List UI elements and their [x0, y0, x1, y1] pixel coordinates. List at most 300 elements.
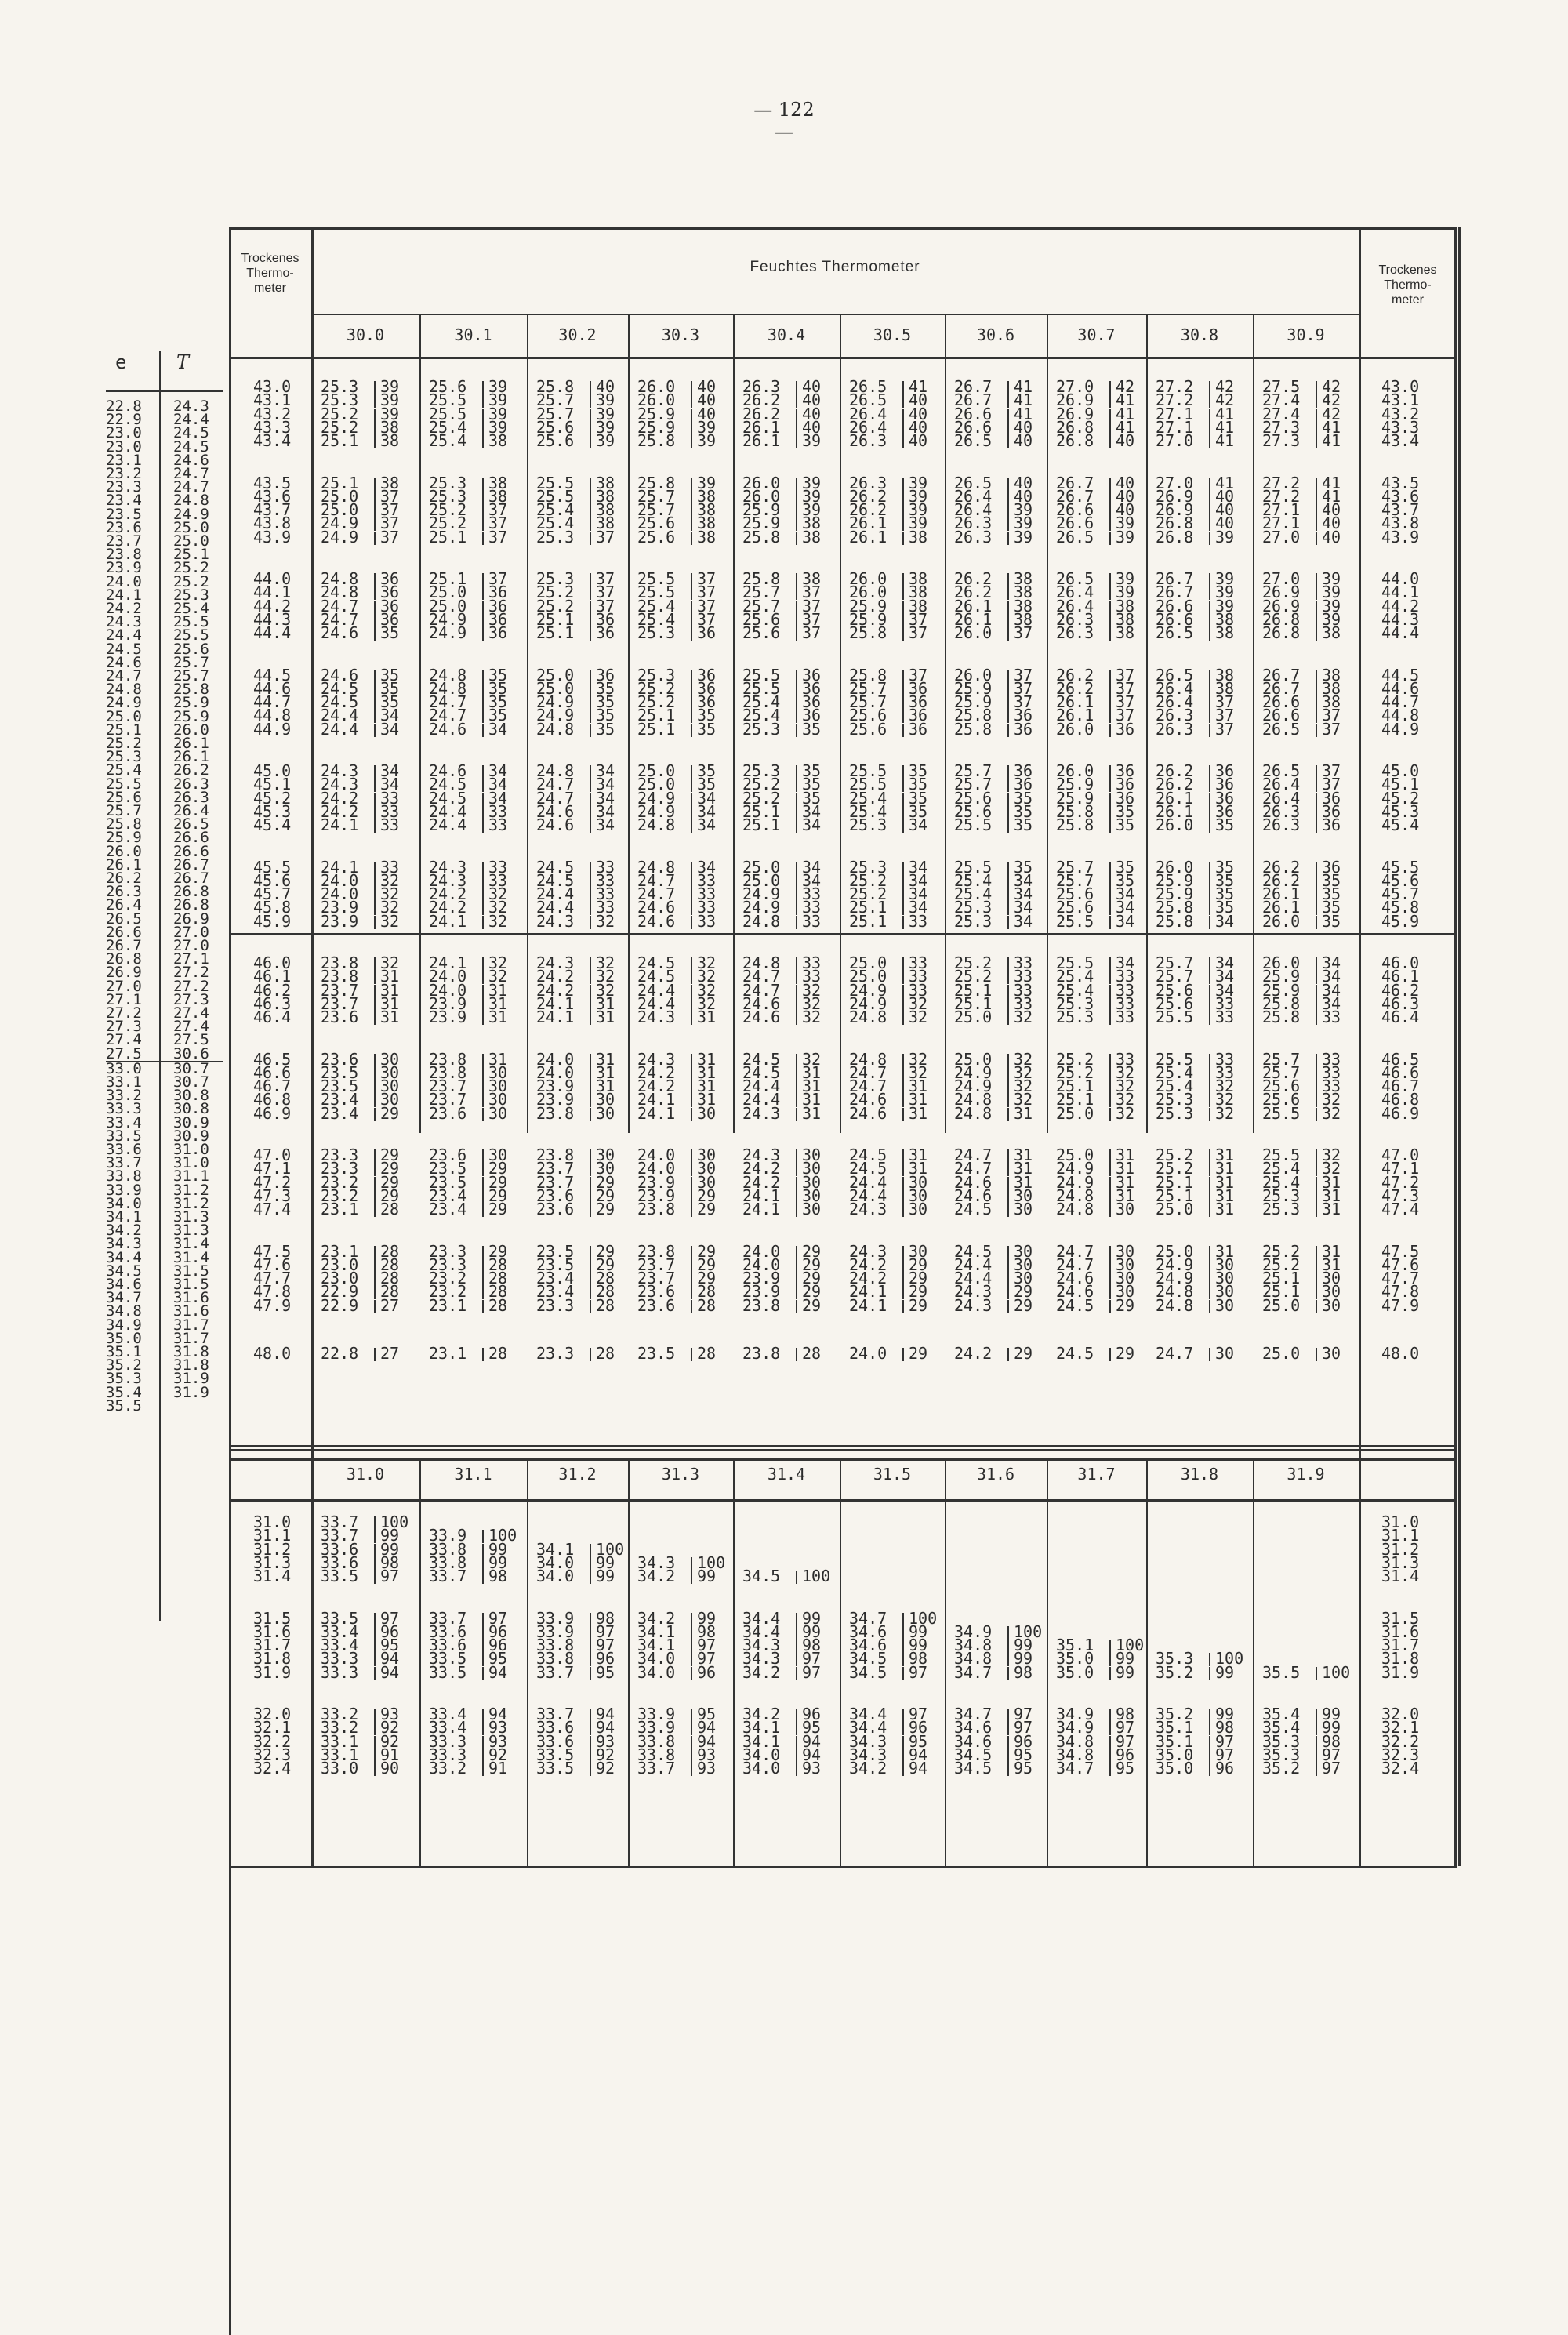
side-e-value: 35.0 [106, 1329, 142, 1347]
wet-bulb-temp: 35.2 [1156, 1705, 1194, 1723]
humidity-value: 40 [802, 377, 822, 396]
humidity-value: 29 [596, 1241, 615, 1261]
wet-column-header-lower: 31.0 [346, 1465, 385, 1483]
humidity-value: 40 [697, 404, 717, 423]
dry-temp-right-lower: 31.3 [1381, 1552, 1420, 1572]
table-cell [849, 815, 935, 835]
wet-bulb-temp: 24.7 [1056, 1255, 1094, 1274]
humidity-value: 30 [802, 1159, 822, 1178]
wet-bulb-temp: 27.1 [1156, 404, 1194, 423]
value-separator [1316, 916, 1317, 929]
humidity-value: 31 [488, 1049, 508, 1069]
value-separator [1007, 627, 1009, 641]
dry-temp-left-lower: 31.2 [253, 1539, 292, 1559]
value-separator [1316, 1667, 1317, 1680]
table-cell [742, 623, 829, 643]
humidity-value: 30 [488, 1090, 508, 1109]
humidity-value: 36 [380, 596, 400, 616]
humidity-value: 30 [909, 1200, 928, 1219]
dry-temp-right: 45.5 [1381, 857, 1420, 877]
humidity-value: 93 [802, 1759, 822, 1778]
wet-bulb-temp: 34.2 [637, 1608, 676, 1628]
humidity-value: 33 [488, 801, 508, 821]
wet-bulb-temp: 25.8 [742, 569, 781, 588]
wet-bulb-temp: 25.5 [742, 678, 781, 698]
side-tau-value: 27.3 [173, 990, 209, 1008]
wet-bulb-temp: 33.7 [429, 1608, 467, 1628]
humidity-value: 29 [802, 1241, 822, 1261]
humidity-value: 33 [380, 801, 400, 821]
humidity-value: 37 [1116, 692, 1135, 712]
wet-bulb-temp: 25.5 [849, 761, 887, 780]
wet-bulb-temp: 25.1 [429, 569, 467, 588]
humidity-value: 96 [596, 1649, 615, 1669]
side-tau-value: 26.1 [173, 735, 209, 752]
wet-bulb-temp: 25.5 [1056, 911, 1094, 931]
wet-bulb-temp: 33.7 [536, 1705, 575, 1723]
table-cell-lower [637, 1761, 724, 1776]
humidity-value: 30 [697, 1146, 717, 1164]
humidity-value: 94 [909, 1745, 928, 1764]
humidity-value: 40 [1215, 500, 1235, 520]
side-e-value: 33.5 [106, 1127, 142, 1145]
wet-bulb-temp: 25.0 [321, 486, 359, 506]
humidity-value: 31 [596, 1077, 615, 1096]
wet-bulb-temp: 25.2 [429, 514, 467, 533]
humidity-value: 32 [909, 993, 928, 1013]
wet-bulb-temp: 24.9 [536, 706, 575, 725]
humidity-value: 33 [1215, 1049, 1235, 1069]
wet-bulb-temp: 25.1 [849, 911, 887, 931]
humidity-value: 36 [1215, 801, 1235, 821]
humidity-value: 29 [1014, 1344, 1033, 1363]
humidity-value: 29 [802, 1282, 822, 1302]
dry-temp-left-lower: 32.4 [253, 1759, 292, 1778]
humidity-value: 28 [802, 1344, 822, 1363]
humidity-value: 34 [1322, 980, 1341, 1000]
dry-temp-left-lower: 31.3 [253, 1552, 292, 1572]
wet-bulb-temp: 23.9 [637, 1186, 676, 1205]
value-separator [902, 724, 904, 737]
wet-bulb-temp: 26.2 [742, 390, 781, 410]
wet-bulb-temp: 22.9 [321, 1282, 359, 1302]
humidity-value: 39 [1014, 527, 1033, 547]
table-cell [742, 815, 829, 835]
humidity-value: 32 [802, 993, 822, 1013]
wet-bulb-temp: 35.0 [1056, 1649, 1094, 1669]
dry-temp-right: 43.8 [1381, 514, 1420, 533]
humidity-value: 93 [488, 1731, 508, 1751]
wet-bulb-temp: 24.8 [536, 719, 575, 739]
table-cell-lower [536, 1569, 622, 1584]
dry-temp-right-lower: 31.7 [1381, 1636, 1420, 1655]
humidity-value: 34 [596, 815, 615, 835]
table-cell [1156, 527, 1242, 547]
table-cell-lower [1056, 1761, 1142, 1776]
wet-bulb-temp: 34.1 [742, 1718, 781, 1738]
wet-bulb-temp: 24.9 [1156, 1255, 1194, 1274]
wet-bulb-temp: 26.6 [954, 404, 993, 423]
wet-bulb-temp: 24.0 [321, 884, 359, 904]
humidity-value: 31 [596, 1062, 615, 1082]
side-header-tau: T [176, 351, 190, 373]
humidity-value: 30 [596, 1103, 615, 1123]
side-tau-value: 25.0 [173, 532, 209, 550]
wet-bulb-temp: 25.5 [1262, 1146, 1301, 1164]
wet-bulb-temp: 34.4 [849, 1705, 887, 1723]
wet-bulb-temp: 34.0 [637, 1662, 676, 1682]
humidity-value: 29 [909, 1269, 928, 1288]
side-tau-value: 30.6 [173, 1044, 209, 1062]
wet-bulb-temp: 26.2 [849, 500, 887, 520]
wet-bulb-temp: 26.7 [1262, 678, 1301, 698]
humidity-value: 31 [802, 1077, 822, 1096]
humidity-value: 38 [380, 431, 400, 451]
humidity-value: 34 [909, 857, 928, 877]
value-separator [691, 724, 692, 737]
humidity-value: 38 [802, 569, 822, 588]
wet-bulb-temp: 27.3 [1262, 417, 1301, 437]
humidity-value: 41 [1215, 431, 1235, 451]
humidity-value: 97 [1215, 1731, 1235, 1751]
value-separator [1209, 1667, 1210, 1680]
dry-temp-left: 47.9 [253, 1295, 292, 1315]
dry-temp-right: 44.8 [1381, 706, 1420, 725]
table-cell [321, 1346, 407, 1361]
side-tau-value: 25.1 [173, 546, 209, 564]
dry-temp-left: 43.6 [253, 486, 292, 506]
wet-bulb-temp: 26.0 [742, 473, 781, 492]
table-cell [954, 1202, 1040, 1217]
value-separator [796, 1300, 797, 1313]
table-cell [1056, 1346, 1142, 1361]
wet-bulb-temp: 34.4 [742, 1621, 781, 1641]
wet-bulb-temp: 25.6 [1056, 898, 1094, 917]
humidity-value: 31 [380, 993, 400, 1013]
value-separator [1007, 1204, 1009, 1217]
humidity-value: 27 [380, 1344, 400, 1363]
dry-temp-right-lower: 32.3 [1381, 1745, 1420, 1764]
wet-bulb-temp: 24.6 [954, 1172, 993, 1192]
wet-bulb-temp: 25.6 [637, 514, 676, 533]
humidity-value: 35 [596, 692, 615, 712]
wet-bulb-temp: 34.0 [536, 1552, 575, 1572]
table-cell [954, 1103, 1040, 1123]
wet-bulb-temp: 24.5 [954, 1200, 993, 1219]
dry-temp-right-lower: 31.2 [1381, 1539, 1420, 1559]
dry-temp-left: 43.1 [253, 390, 292, 410]
humidity-value: 28 [596, 1295, 615, 1315]
wet-bulb-temp: 25.3 [536, 569, 575, 588]
wet-bulb-temp: 23.1 [321, 1200, 359, 1219]
value-separator [1209, 627, 1210, 641]
wet-bulb-temp: 33.6 [536, 1718, 575, 1738]
dry-temp-right: 47.7 [1381, 1269, 1420, 1288]
wet-bulb-temp: 24.8 [1156, 1282, 1194, 1302]
dry-temp-left: 47.1 [253, 1159, 292, 1178]
wet-bulb-temp: 25.4 [954, 884, 993, 904]
table-right-shadow-full [1458, 227, 1461, 1866]
humidity-value: 99 [380, 1539, 400, 1559]
side-tau-value: 31.9 [173, 1383, 209, 1401]
side-column-rule [159, 351, 161, 1621]
wet-bulb-temp: 24.3 [637, 1049, 676, 1069]
humidity-value: 36 [596, 623, 615, 643]
dry-temp-right: 43.5 [1381, 473, 1420, 492]
wet-bulb-temp: 26.0 [1262, 911, 1301, 931]
humidity-value: 92 [596, 1759, 615, 1778]
humidity-value: 32 [1322, 1103, 1341, 1123]
dry-temp-left-lower: 31.9 [253, 1662, 292, 1682]
humidity-value: 30 [909, 1172, 928, 1192]
wet-bulb-temp: 26.3 [1156, 706, 1194, 725]
wet-bulb-temp: 24.4 [429, 815, 467, 835]
humidity-value: 38 [909, 583, 928, 602]
header-bottom-rule [229, 357, 1457, 359]
humidity-value: 31 [380, 1008, 400, 1027]
humidity-value: 36 [488, 609, 508, 629]
humidity-value: 29 [909, 1344, 928, 1363]
humidity-value: 40 [1322, 527, 1341, 547]
humidity-value: 93 [488, 1718, 508, 1738]
side-tau-value: 24.5 [173, 424, 209, 442]
value-separator [590, 1108, 591, 1121]
wet-bulb-temp: 24.5 [536, 857, 575, 877]
value-separator [590, 1348, 591, 1361]
dry-temp-left: 43.0 [253, 377, 292, 396]
wet-bulb-temp: 23.3 [429, 1241, 467, 1261]
dry-temp-right-lower: 31.9 [1381, 1662, 1420, 1682]
dry-temp-left-lower: 32.1 [253, 1718, 292, 1738]
wet-bulb-temp: 24.1 [742, 1186, 781, 1205]
value-separator [1316, 1011, 1317, 1025]
table-cell [321, 719, 407, 739]
table-cell [321, 815, 407, 835]
wet-bulb-temp: 25.3 [954, 898, 993, 917]
wet-bulb-temp: 25.9 [742, 500, 781, 520]
value-separator [374, 1108, 376, 1121]
table-cell [1262, 431, 1348, 451]
humidity-value: 37 [802, 596, 822, 616]
humidity-value: 39 [1116, 527, 1135, 547]
wet-bulb-temp: 25.5 [637, 583, 676, 602]
wet-bulb-temp: 25.1 [536, 609, 575, 629]
humidity-value: 36 [1116, 719, 1135, 739]
dry-temp-left: 45.3 [253, 801, 292, 821]
humidity-value: 42 [1322, 390, 1341, 410]
humidity-value: 32 [596, 953, 615, 972]
humidity-value: 36 [1014, 719, 1033, 739]
humidity-value: 91 [488, 1759, 508, 1778]
wet-bulb-temp: 25.6 [954, 801, 993, 821]
wet-bulb-temp: 24.6 [637, 898, 676, 917]
humidity-value: 38 [596, 486, 615, 506]
wet-bulb-temp: 26.2 [849, 486, 887, 506]
humidity-value: 97 [802, 1662, 822, 1682]
humidity-value: 34 [1215, 980, 1235, 1000]
humidity-value: 30 [1322, 1269, 1341, 1288]
wet-bulb-temp: 26.1 [742, 431, 781, 451]
humidity-value: 33 [488, 857, 508, 877]
humidity-value: 38 [1215, 665, 1235, 685]
dry-temp-right: 47.8 [1381, 1282, 1420, 1302]
humidity-value: 99 [1116, 1649, 1135, 1669]
wet-bulb-temp: 23.6 [536, 1186, 575, 1205]
wet-bulb-temp: 23.9 [321, 911, 359, 931]
wet-bulb-temp: 25.5 [429, 404, 467, 423]
humidity-value: 36 [1322, 857, 1341, 877]
value-separator [691, 1300, 692, 1313]
table-cell [742, 1010, 829, 1025]
humidity-value: 36 [1215, 788, 1235, 808]
humidity-value: 34 [488, 788, 508, 808]
wet-bulb-temp: 24.7 [742, 967, 781, 986]
side-tau-value: 31.7 [173, 1316, 209, 1334]
wet-bulb-temp: 25.5 [637, 569, 676, 588]
wet-bulb-temp: 24.2 [742, 1159, 781, 1178]
wet-bulb-temp: 26.8 [1156, 527, 1194, 547]
wet-bulb-temp: 24.5 [637, 953, 676, 972]
humidity-value: 32 [380, 884, 400, 904]
dry-temp-left: 47.8 [253, 1282, 292, 1302]
wet-bulb-temp: 26.5 [849, 390, 887, 410]
dry-temp-right: 46.7 [1381, 1077, 1420, 1096]
table-cell-lower [1156, 1662, 1242, 1682]
dry-temp-left: 45.6 [253, 870, 292, 890]
humidity-value: 33 [1322, 1008, 1341, 1027]
humidity-value: 99 [1322, 1705, 1341, 1723]
table-cell [429, 1010, 515, 1025]
wet-bulb-temp: 24.4 [321, 706, 359, 725]
humidity-value: 97 [697, 1649, 717, 1669]
humidity-value: 29 [488, 1186, 508, 1205]
humidity-value: 39 [488, 390, 508, 410]
wet-bulb-temp: 23.7 [536, 1172, 575, 1192]
value-separator [482, 435, 484, 448]
humidity-value: 40 [802, 390, 822, 410]
humidity-value: 33 [1322, 1062, 1341, 1082]
dry-temp-right: 47.9 [1381, 1295, 1420, 1315]
wet-bulb-temp: 23.7 [637, 1269, 676, 1288]
mid-rule-top-2 [229, 1458, 1457, 1461]
side-tau-value: 27.2 [173, 977, 209, 995]
table-cell-lower [849, 1761, 935, 1776]
wet-bulb-temp: 24.7 [429, 692, 467, 712]
wet-bulb-temp: 25.8 [954, 719, 993, 739]
humidity-value: 38 [488, 486, 508, 506]
wet-bulb-temp: 26.5 [1056, 569, 1094, 588]
wet-bulb-temp: 34.3 [742, 1649, 781, 1669]
humidity-value: 31 [697, 1077, 717, 1096]
wet-bulb-temp: 24.6 [742, 1008, 781, 1027]
humidity-value: 92 [380, 1731, 400, 1751]
wet-bulb-temp: 25.7 [1262, 1049, 1301, 1069]
wet-col-divider [1253, 314, 1254, 1133]
humidity-value: 32 [1322, 1146, 1341, 1164]
side-tau-value: 27.0 [173, 937, 209, 954]
wet-column-header: 30.7 [1077, 325, 1116, 344]
wet-col-divider-lower [1253, 1458, 1254, 1866]
humidity-value: 35 [1116, 870, 1135, 890]
wet-bulb-temp: 25.9 [637, 417, 676, 437]
humidity-value: 29 [802, 1255, 822, 1274]
humidity-value: 31 [909, 1090, 928, 1109]
humidity-value: 38 [380, 417, 400, 437]
humidity-value: 30 [697, 1159, 717, 1178]
value-separator [1109, 627, 1111, 641]
humidity-value: 30 [1014, 1255, 1033, 1274]
humidity-value: 30 [1014, 1269, 1033, 1288]
table-cell-lower [321, 1761, 407, 1776]
wet-bulb-temp: 24.8 [429, 678, 467, 698]
humidity-value: 38 [596, 500, 615, 520]
value-separator [374, 1204, 376, 1217]
wet-bulb-temp: 33.8 [429, 1552, 467, 1572]
humidity-value: 35 [1014, 788, 1033, 808]
dry-temp-right: 46.6 [1381, 1062, 1420, 1082]
dry-temp-left: 45.2 [253, 788, 292, 808]
side-tau-value: 26.8 [173, 896, 209, 914]
side-e-value: 33.8 [106, 1168, 142, 1186]
value-separator [590, 627, 591, 641]
wet-bulb-temp: 24.2 [742, 1172, 781, 1192]
humidity-value: 33 [697, 884, 717, 904]
table-cell [849, 527, 935, 547]
humidity-value: 34 [596, 775, 615, 794]
humidity-value: 39 [1014, 514, 1033, 533]
wet-bulb-temp: 23.9 [742, 1282, 781, 1302]
humidity-value: 30 [488, 1077, 508, 1096]
humidity-value: 39 [909, 486, 928, 506]
wet-bulb-temp: 25.5 [536, 473, 575, 492]
humidity-value: 35 [1014, 801, 1033, 821]
wet-bulb-temp: 24.5 [849, 1146, 887, 1164]
value-separator [482, 627, 484, 641]
wet-bulb-temp: 25.8 [1056, 801, 1094, 821]
side-tau-value: 25.6 [173, 640, 209, 658]
wet-bulb-temp: 25.3 [429, 473, 467, 492]
wet-bulb-temp: 23.3 [321, 1146, 359, 1164]
wet-bulb-temp: 26.1 [954, 609, 993, 629]
wet-bulb-temp: 24.3 [536, 911, 575, 931]
side-e-value: 26.0 [106, 842, 142, 860]
wet-bulb-temp: 23.8 [429, 1049, 467, 1069]
humidity-value: 31 [1215, 1159, 1235, 1178]
wet-bulb-temp: 35.3 [1262, 1745, 1301, 1764]
humidity-value: 32 [802, 1049, 822, 1069]
wet-bulb-temp: 25.3 [1262, 1200, 1301, 1219]
wet-bulb-temp: 24.3 [849, 1200, 887, 1219]
wet-bulb-temp: 23.5 [429, 1172, 467, 1192]
side-e-value: 35.3 [106, 1370, 142, 1388]
dry-temp-right-lower: 31.4 [1381, 1567, 1420, 1586]
humidity-value: 34 [1322, 967, 1341, 986]
humidity-value: 41 [1014, 404, 1033, 423]
dry-temp-right: 46.5 [1381, 1049, 1420, 1069]
side-e-value: 24.6 [106, 653, 142, 671]
wet-col-divider [628, 314, 630, 1133]
wet-bulb-temp: 25.2 [637, 678, 676, 698]
humidity-value: 33 [802, 911, 822, 931]
humidity-value: 99 [802, 1608, 822, 1628]
value-separator [691, 916, 692, 929]
value-separator [482, 1108, 484, 1121]
wet-bulb-temp: 24.1 [637, 1090, 676, 1109]
table-cell [1262, 527, 1348, 547]
wet-bulb-temp: 26.9 [1262, 596, 1301, 616]
wet-bulb-temp: 26.2 [1156, 761, 1194, 780]
humidity-value: 38 [1116, 623, 1135, 643]
